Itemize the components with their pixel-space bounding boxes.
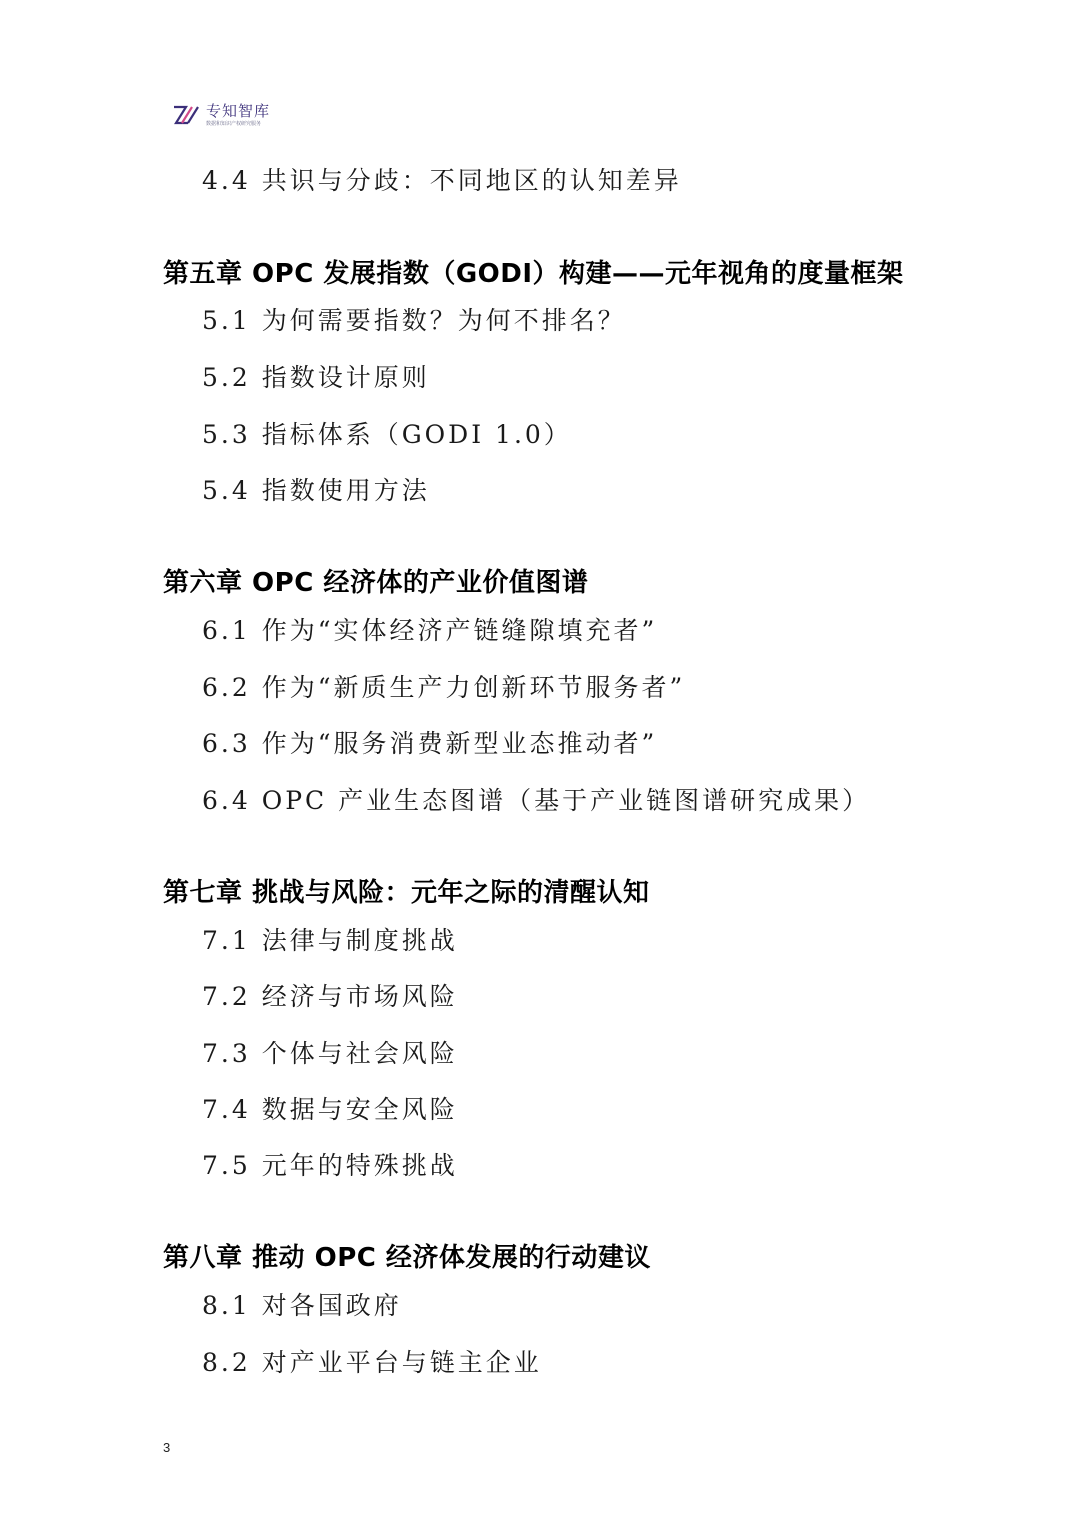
toc-chapter-7: 第七章 挑战与风险：元年之际的清醒认知 <box>163 878 650 908</box>
toc-entry-5-2: 5.2 指数设计原则 <box>202 363 430 392</box>
toc-entry-5-3: 5.3 指标体系（GODI 1.0） <box>202 420 572 449</box>
toc-entry-7-4: 7.4 数据与安全风险 <box>202 1095 458 1124</box>
toc-entry-5-4: 5.4 指数使用方法 <box>202 476 430 505</box>
toc-entry-6-3: 6.3 作为“服务消费新型业态推动者” <box>202 729 658 758</box>
toc-entry-8-1: 8.1 对各国政府 <box>202 1291 402 1320</box>
logo-tagline: 数据和知识产权研究服务 <box>206 120 262 127</box>
toc-entry-7-2: 7.2 经济与市场风险 <box>202 982 458 1011</box>
toc-entry-5-1: 5.1 为何需要指数？为何不排名？ <box>202 306 626 335</box>
toc-chapter-5: 第五章 OPC 发展指数（GODI）构建——元年视角的度量框架 <box>163 259 904 289</box>
toc-chapter-6: 第六章 OPC 经济体的产业价值图谱 <box>163 568 589 598</box>
toc-entry-7-3: 7.3 个体与社会风险 <box>202 1039 458 1068</box>
toc-entry-6-4: 6.4 OPC 产业生态图谱（基于产业链图谱研究成果） <box>202 786 871 815</box>
toc-entry-8-2: 8.2 对产业平台与链主企业 <box>202 1348 542 1377</box>
toc-entry-7-5: 7.5 元年的特殊挑战 <box>202 1151 458 1180</box>
page-number: 3 <box>163 1440 171 1455</box>
logo-name: 专知智库 <box>206 101 271 120</box>
toc-chapter-8: 第八章 推动 OPC 经济体发展的行动建议 <box>163 1243 651 1273</box>
toc-entry-7-1: 7.1 法律与制度挑战 <box>202 926 458 955</box>
toc-entry-6-2: 6.2 作为“新质生产力创新环节服务者” <box>202 673 686 702</box>
toc-entry-6-1: 6.1 作为“实体经济产链缝隙填充者” <box>202 616 658 645</box>
toc-entry-4-4: 4.4 共识与分歧：不同地区的认知差异 <box>202 166 682 195</box>
